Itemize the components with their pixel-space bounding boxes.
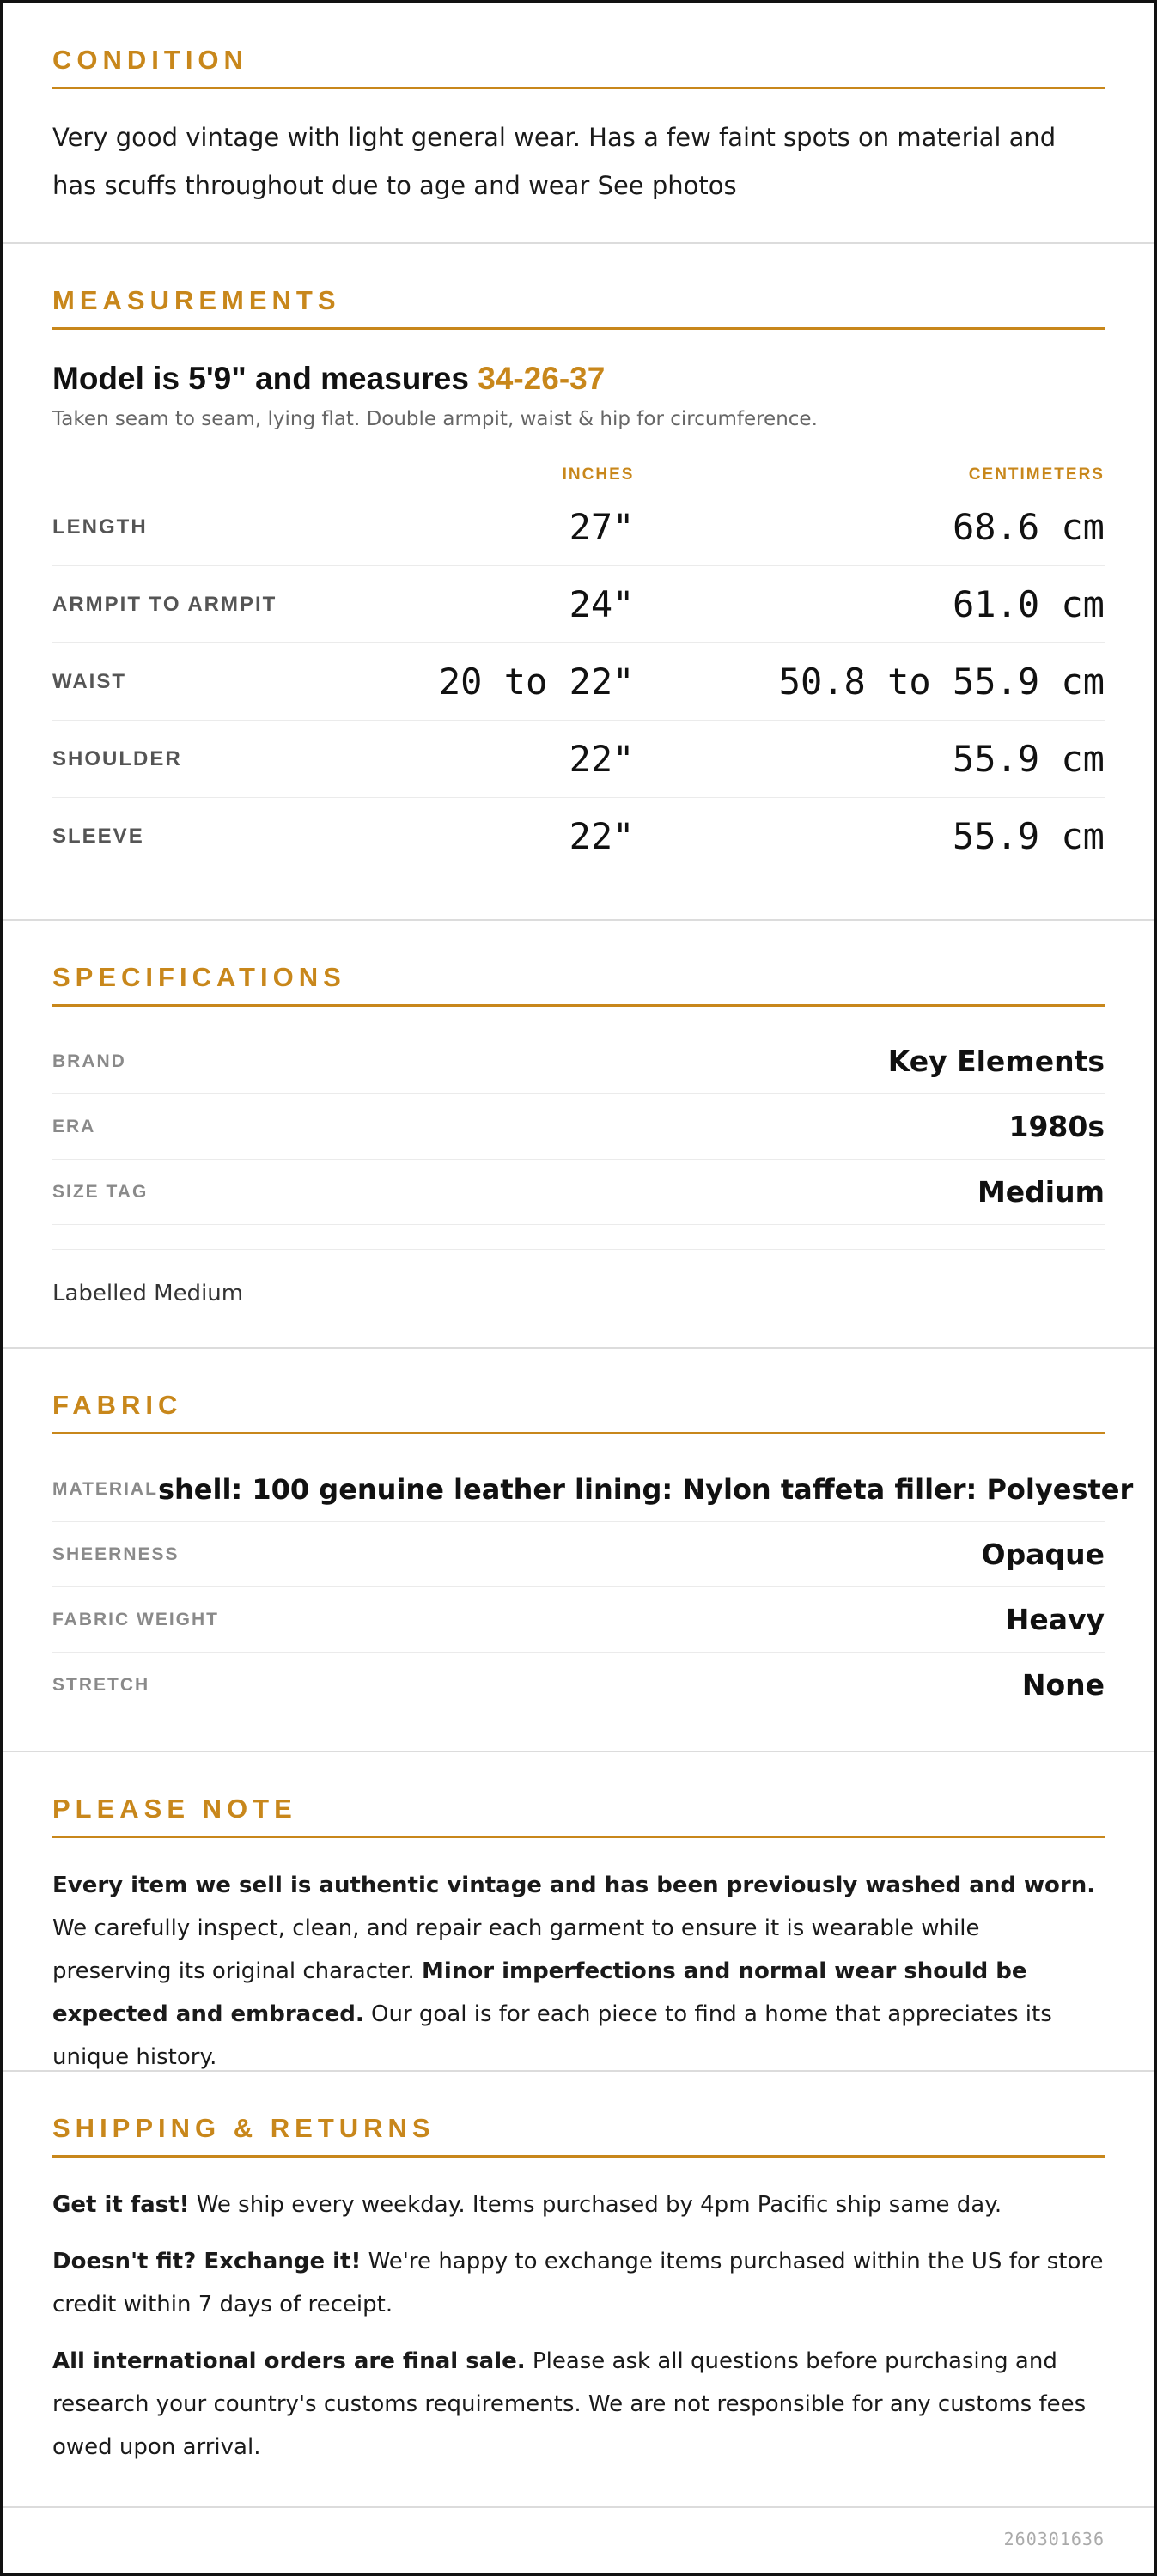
- spec-label: ERA: [52, 1116, 96, 1136]
- measurements-table: [52, 461, 1105, 874]
- spec-label: BRAND: [52, 1050, 126, 1071]
- note-bold-1: Every item we sell is authentic vintage and has been previously washed and worn.: [52, 1873, 1096, 1898]
- measurement-label: SLEEVE: [52, 824, 144, 848]
- specifications-heading: SPECIFICATIONS: [52, 964, 1105, 1007]
- list-item: [52, 1587, 1105, 1653]
- table-row: [52, 798, 1105, 874]
- fabric-value: Heavy: [1005, 1603, 1105, 1636]
- specifications-section: [3, 921, 1154, 1349]
- list-item: [52, 1160, 1105, 1225]
- shipping-text-fast: We ship every weekday. Items purchased by 4pm Pacific ship same day.: [189, 2192, 1002, 2218]
- shipping-text-exchange: We're happy to exchange items purchased within the US for store credit within 7 days of receipt.: [52, 2249, 1104, 2317]
- measurement-cm: 55.9 cm: [952, 738, 1105, 780]
- measurement-inches: 24": [569, 583, 635, 625]
- specifications-list: [52, 1029, 1105, 1225]
- list-item: [52, 1653, 1105, 1717]
- fabric-label: MATERIAL: [52, 1478, 158, 1499]
- measurement-inches: 22": [569, 815, 635, 857]
- column-header-inches: INCHES: [562, 466, 635, 484]
- shipping-paragraph-fast: [52, 2183, 1105, 2226]
- measurement-cm: 68.6 cm: [952, 506, 1105, 548]
- product-code: 260301636: [1003, 2529, 1105, 2549]
- list-item: [52, 1522, 1105, 1587]
- shipping-paragraph-exchange: [52, 2240, 1105, 2326]
- fabric-section: [3, 1349, 1154, 1752]
- fabric-label: SHEERNESS: [52, 1544, 180, 1564]
- please-note-text: [52, 1864, 1105, 2079]
- spec-value: 1980s: [1008, 1110, 1105, 1143]
- measurement-inches: 27": [569, 506, 635, 548]
- column-header-centimeters: CENTIMETERS: [968, 466, 1105, 484]
- measurements-heading: MEASUREMENTS: [52, 287, 1105, 330]
- condition-section: [3, 3, 1154, 244]
- table-row: [52, 721, 1105, 798]
- list-item: [52, 1029, 1105, 1094]
- please-note-heading: PLEASE NOTE: [52, 1795, 1105, 1838]
- fabric-heading: FABRIC: [52, 1392, 1105, 1434]
- list-item: [52, 1094, 1105, 1160]
- please-note-section: [3, 1752, 1154, 2072]
- note-text-1: We carefully inspect, clean, and repair each garment to ensure it is wearable while preserving its original character.: [52, 1915, 980, 1984]
- shipping-paragraph-international: [52, 2340, 1105, 2469]
- measurement-inches: 22": [569, 738, 635, 780]
- note-text-2: Our goal is for each piece to find a home that appreciates its unique history.: [52, 2001, 1052, 2070]
- fabric-label: FABRIC WEIGHT: [52, 1609, 219, 1629]
- measurement-inches: 20 to 22": [438, 661, 635, 703]
- fabric-list: [52, 1457, 1134, 1717]
- condition-text: Very good vintage with light general wear. Has a few faint spots on material and has scuffs throughout due to age and wear See photos: [52, 123, 1057, 200]
- condition-heading: CONDITION: [52, 46, 1105, 89]
- measurement-cm: 50.8 to 55.9 cm: [778, 661, 1105, 703]
- table-row: [52, 566, 1105, 643]
- measurement-label: ARMPIT TO ARMPIT: [52, 592, 277, 616]
- measurement-label: WAIST: [52, 669, 126, 693]
- model-measures: 34-26-37: [478, 361, 606, 396]
- measurements-section: [3, 244, 1154, 921]
- note-bold-2: Minor imperfections and normal wear should be expected and embraced.: [52, 1958, 1027, 2027]
- shipping-info: [52, 2183, 1105, 2469]
- shipping-bold-international: All international orders are final sale.: [52, 2348, 526, 2374]
- list-item: [52, 1457, 1134, 1522]
- measurement-cm: 61.0 cm: [952, 583, 1105, 625]
- measurement-cm: 55.9 cm: [952, 815, 1105, 857]
- table-row: [52, 643, 1105, 721]
- fabric-value: None: [1021, 1668, 1105, 1702]
- measurement-note: Taken seam to seam, lying flat. Double armpit, waist & hip for circumference.: [52, 408, 818, 430]
- spec-label: SIZE TAG: [52, 1181, 149, 1202]
- measurement-label: LENGTH: [52, 515, 148, 539]
- shipping-bold-fast: Get it fast!: [52, 2192, 190, 2218]
- spec-value: Medium: [977, 1175, 1105, 1209]
- measurement-label: SHOULDER: [52, 746, 182, 770]
- spec-value: Key Elements: [887, 1044, 1105, 1078]
- shipping-bold-exchange: Doesn't fit? Exchange it!: [52, 2249, 362, 2275]
- shipping-text-international: Please ask all questions before purchasing and research your country's customs requirements. We are not responsible for any customs fees owed upon arrival.: [52, 2348, 1087, 2460]
- shipping-heading: SHIPPING & RETURNS: [52, 2115, 1105, 2158]
- fabric-value: shell: 100 genuine leather lining: Nylon taffeta filler: Polyester: [157, 1472, 1134, 1506]
- fabric-label: STRETCH: [52, 1674, 150, 1695]
- table-row: [52, 489, 1105, 566]
- measurements-table-header: [52, 461, 1105, 489]
- fabric-value: Opaque: [981, 1538, 1105, 1571]
- shipping-section: [3, 2072, 1154, 2508]
- model-info: [52, 362, 1105, 394]
- model-info-prefix: Model is 5'9" and measures: [52, 361, 478, 396]
- size-tag-note: Labelled Medium: [52, 1249, 1105, 1343]
